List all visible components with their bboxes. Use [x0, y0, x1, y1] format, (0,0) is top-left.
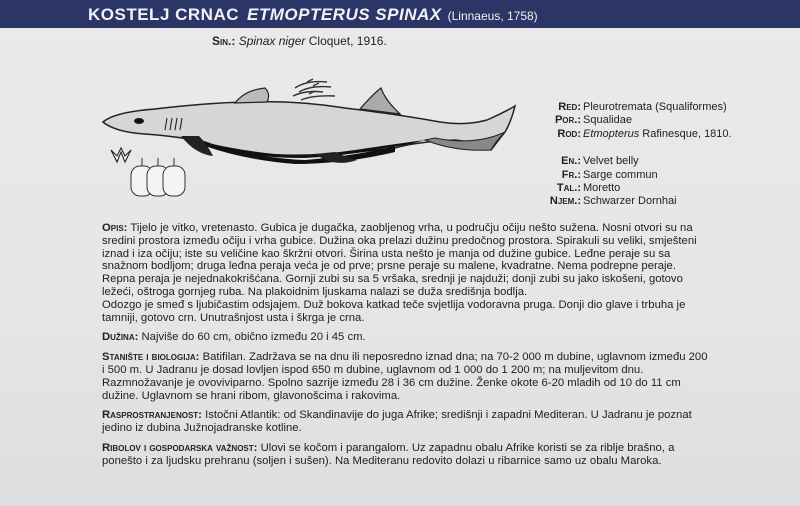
tooth-detail-icon	[111, 148, 131, 162]
taxonomy-genus: Rod: Etmopterus Rafinesque, 1810.	[557, 127, 732, 140]
scientific-name: ETMOPTERUS SPINAX	[247, 5, 442, 24]
eye	[134, 118, 144, 124]
scale-detail-icon	[293, 79, 335, 100]
taxonomy-order: Red: Pleurotremata (Squaliformes)	[558, 101, 727, 113]
name-english: En.: Velvet belly	[561, 155, 639, 168]
section-description: Opis: Tijelo je vitko, vretenasto. Gubica je dugačka, zaobljenog vrha, u području očiju nešto sužena. Nosni otvori su na sredini prostora između očiju i vrha gubice. Dužina oka prelazi dužinu predočnog prostora. Spirakuli su veliki, smješteni iznad i iza očiju; iste su veličine kao škržni otvori. Širina usta nešto je manja od dužine gubice. Leđne peraje su sa snažnom bodljom; druga leđna peraja veća je od prve; prsne peraje su malene, kvadratne. Nema podrepne peraje. Repna peraja je nejednakokrišćana. Gornji zubi su sa 5 vršaka, srednji je najduži; donji zubi su jako iskošeni, gotovo ležeći, oštroga gornjeg ruba. Na plakoidnim ljuskama nalazi se duža središnja bodlja. Odozgo je smeđ s ljubičastim odsjajem. Duž bokova katkad teče svjetlija vodoravna pruga. Donji dio glave i trbuha je tamniji, gotovo crn. Unutrašnjost usta i škrga je crna.	[102, 222, 697, 324]
section-fishery: Ribolov i gospodarska važnost: Ulovi se kočom i parangalom. Uz zapadnu obalu Afrike koristi se za riblje brašno, a ponešto i za ljudsku prehranu (soljen i sušen). Na Mediteranu redovito dolazi u ribarnice samo uz obalu Maroka.	[102, 441, 675, 467]
second-dorsal-fin	[360, 88, 400, 114]
description-text	[102, 222, 770, 475]
first-dorsal-fin	[235, 88, 269, 103]
name-italian: Tal.: Moretto	[556, 182, 621, 195]
synonym-name: Spinax niger	[238, 34, 306, 48]
name-french: Fr.: Sarge commun	[561, 168, 658, 181]
synonym-line	[212, 34, 387, 48]
species-authority: (Linnaeus, 1758)	[447, 9, 538, 23]
section-length: Dužina: Najviše do 60 cm, obično između 20 i 45 cm.	[102, 331, 366, 344]
section-distribution: Rasprostranjenost: Istočni Atlantik: od Skandinavije do juga Afrike; središnji i zapadni Mediteran. U Jadranu je poznat jedino iz dubina Južnojadranske kotline.	[102, 409, 692, 435]
common-names-list	[540, 155, 732, 209]
taxonomy-block	[540, 101, 732, 209]
shark-illustration	[95, 76, 535, 206]
section-habitat: Stanište i biologija: Batifilan. Zadržava se na dnu ili neposredno iznad dna; na 70-2 000 m dubine, uglavnom između 200 i 500 m. U Jadranu je dosad lovljen ispod 650 m dubine, uglavnom od 1 000 do 1 200 m; na muljevitom dnu. Razmnožavanje je ovoviviparno. Spolno sazrije između 28 i 36 cm dužine. Ženke okote 6-20 mladih od 10 do 11 cm dužine. Uglavnom se hrani ribom, glavonošcima i rakovima.	[102, 351, 708, 402]
common-name: KOSTELJ CRNAC	[88, 5, 240, 24]
taxonomy-family: Por.: Squalidae	[554, 114, 632, 127]
synonym-authority: Cloquet, 1916.	[308, 34, 387, 48]
denticles-detail-icon	[131, 158, 185, 196]
name-german: Njem.: Schwarzer Dornhai	[549, 195, 677, 208]
synonym-label: Sin.:	[212, 34, 236, 48]
title-bar	[0, 0, 800, 28]
